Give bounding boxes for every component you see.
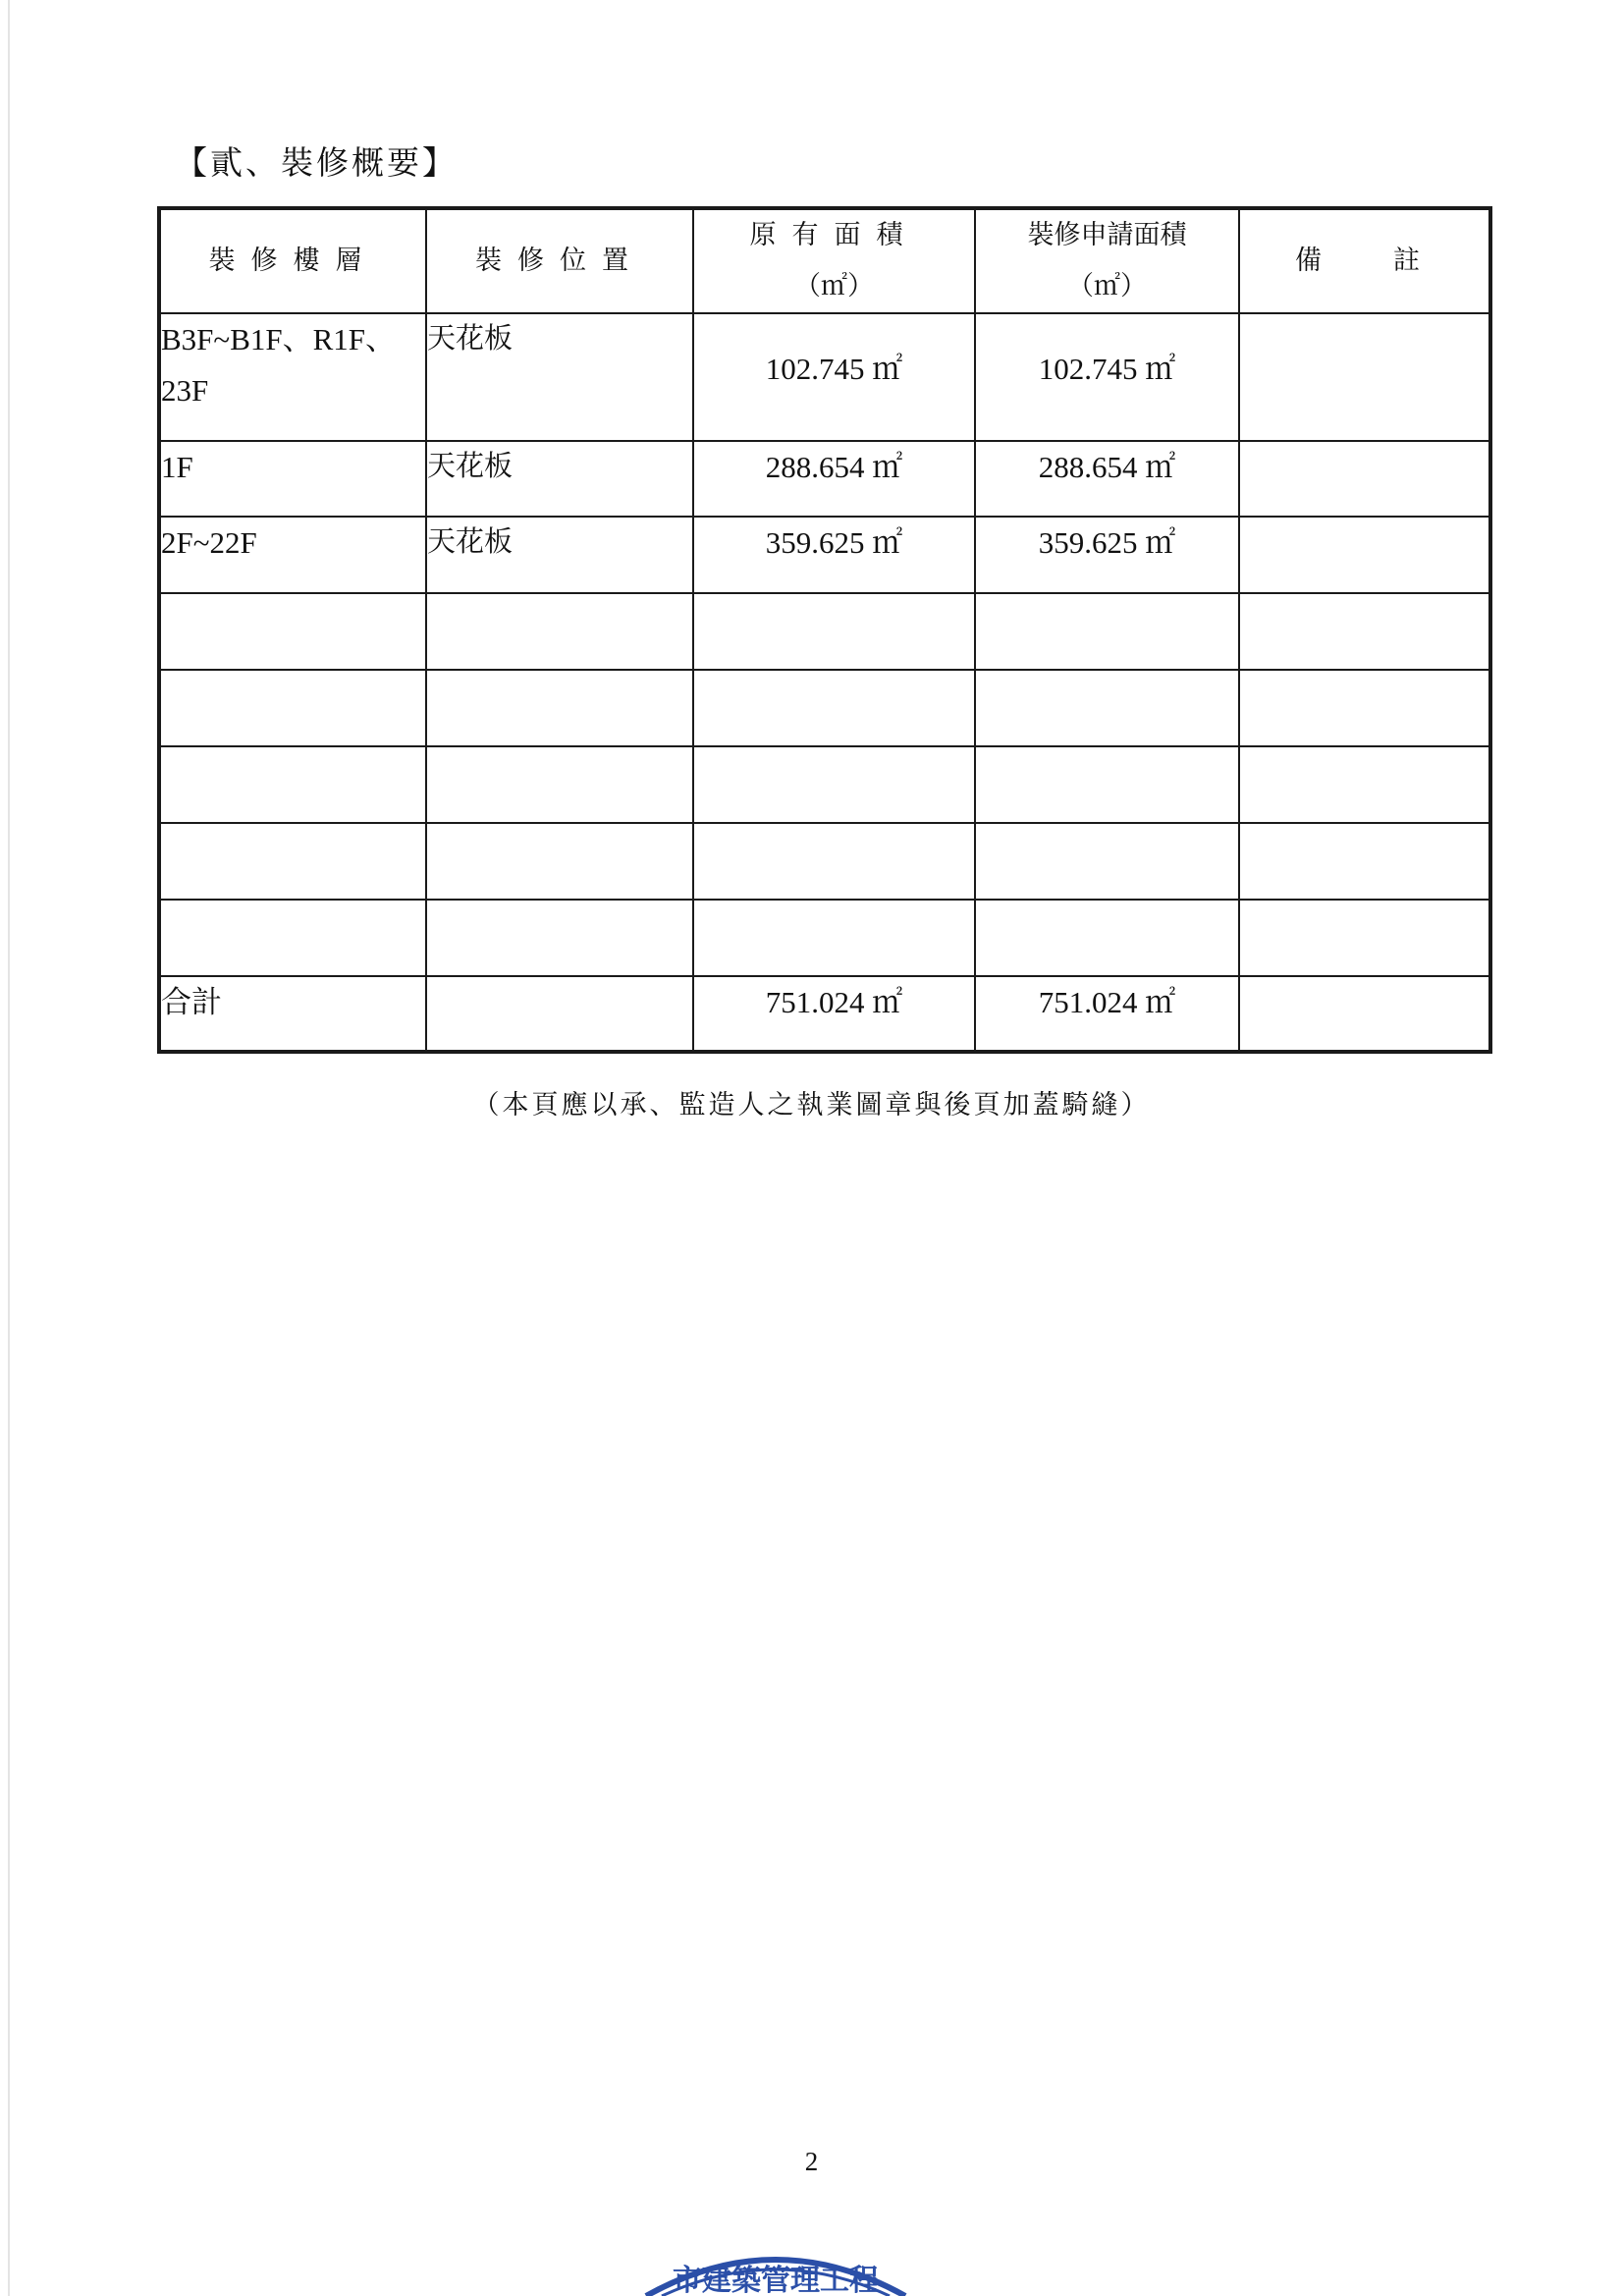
table-row bbox=[159, 441, 1490, 517]
seal-text: 市建築管理工程 bbox=[673, 2264, 879, 2296]
original-area-cell: 288.654 ㎡ bbox=[693, 441, 975, 517]
original-area-cell bbox=[693, 900, 975, 976]
header-applied-area: 裝修申請面積 （㎡） bbox=[975, 208, 1239, 313]
table-row bbox=[159, 517, 1490, 593]
note-cell bbox=[1239, 900, 1490, 976]
position-cell bbox=[426, 823, 693, 900]
total-applied-area-cell: 751.024 ㎡ bbox=[975, 976, 1239, 1052]
applied-area-cell: 102.745 ㎡ bbox=[975, 313, 1239, 441]
applied-area-cell: 288.654 ㎡ bbox=[975, 441, 1239, 517]
page-number: 2 bbox=[804, 2147, 819, 2176]
table-row bbox=[159, 670, 1490, 746]
note-cell bbox=[1239, 823, 1490, 900]
note-cell bbox=[1239, 517, 1490, 593]
original-area-cell bbox=[693, 823, 975, 900]
applied-area-cell bbox=[975, 823, 1239, 900]
footnote: （本頁應以承、監造人之執業圖章與後頁加蓋騎縫） bbox=[472, 1090, 1151, 1121]
position-cell bbox=[426, 746, 693, 823]
original-area-cell bbox=[693, 593, 975, 670]
total-original-area-cell: 751.024 ㎡ bbox=[693, 976, 975, 1052]
original-area-cell bbox=[693, 670, 975, 746]
applied-area-cell bbox=[975, 670, 1239, 746]
total-label-cell: 合計 bbox=[159, 976, 426, 1052]
total-note-cell bbox=[1239, 976, 1490, 1052]
position-cell: 天花板 bbox=[426, 441, 693, 517]
header-floor: 裝修樓層 bbox=[159, 208, 426, 313]
applied-area-cell: 359.625 ㎡ bbox=[975, 517, 1239, 593]
scan-edge bbox=[8, 0, 10, 2296]
header-original-area-unit: （㎡） bbox=[794, 271, 874, 301]
original-area-cell: 102.745 ㎡ bbox=[693, 313, 975, 441]
original-area-cell bbox=[693, 746, 975, 823]
floor-cell: 2F~22F bbox=[159, 517, 426, 593]
applied-area-cell bbox=[975, 746, 1239, 823]
table-row bbox=[159, 823, 1490, 900]
position-cell bbox=[426, 593, 693, 670]
note-cell bbox=[1239, 441, 1490, 517]
note-cell bbox=[1239, 746, 1490, 823]
header-position: 裝修位置 bbox=[426, 208, 693, 313]
table-row bbox=[159, 313, 1490, 441]
header-applied-area-unit: （㎡） bbox=[1067, 271, 1147, 301]
note-cell bbox=[1239, 593, 1490, 670]
header-note: 備 註 bbox=[1239, 208, 1490, 313]
table-row bbox=[159, 593, 1490, 670]
position-cell bbox=[426, 670, 693, 746]
renovation-summary-table bbox=[157, 206, 1492, 1054]
applied-area-cell bbox=[975, 593, 1239, 670]
total-position-cell bbox=[426, 976, 693, 1052]
floor-cell: B3F~B1F、R1F、23F bbox=[159, 313, 426, 441]
floor-cell bbox=[159, 823, 426, 900]
position-cell: 天花板 bbox=[426, 313, 693, 441]
total-row bbox=[159, 976, 1490, 1052]
floor-cell bbox=[159, 593, 426, 670]
floor-cell: 1F bbox=[159, 441, 426, 517]
position-cell: 天花板 bbox=[426, 517, 693, 593]
table-row bbox=[159, 746, 1490, 823]
position-cell bbox=[426, 900, 693, 976]
header-original-area: 原有面積 （㎡） bbox=[693, 208, 975, 313]
note-cell bbox=[1239, 670, 1490, 746]
original-area-cell: 359.625 ㎡ bbox=[693, 517, 975, 593]
floor-cell bbox=[159, 670, 426, 746]
table-header-row bbox=[159, 208, 1490, 313]
applied-area-cell bbox=[975, 900, 1239, 976]
section-title: 【貳、裝修概要】 bbox=[175, 143, 458, 182]
note-cell bbox=[1239, 313, 1490, 441]
floor-cell bbox=[159, 900, 426, 976]
floor-cell bbox=[159, 746, 426, 823]
table-row bbox=[159, 900, 1490, 976]
official-seal-stamp bbox=[628, 2239, 923, 2296]
